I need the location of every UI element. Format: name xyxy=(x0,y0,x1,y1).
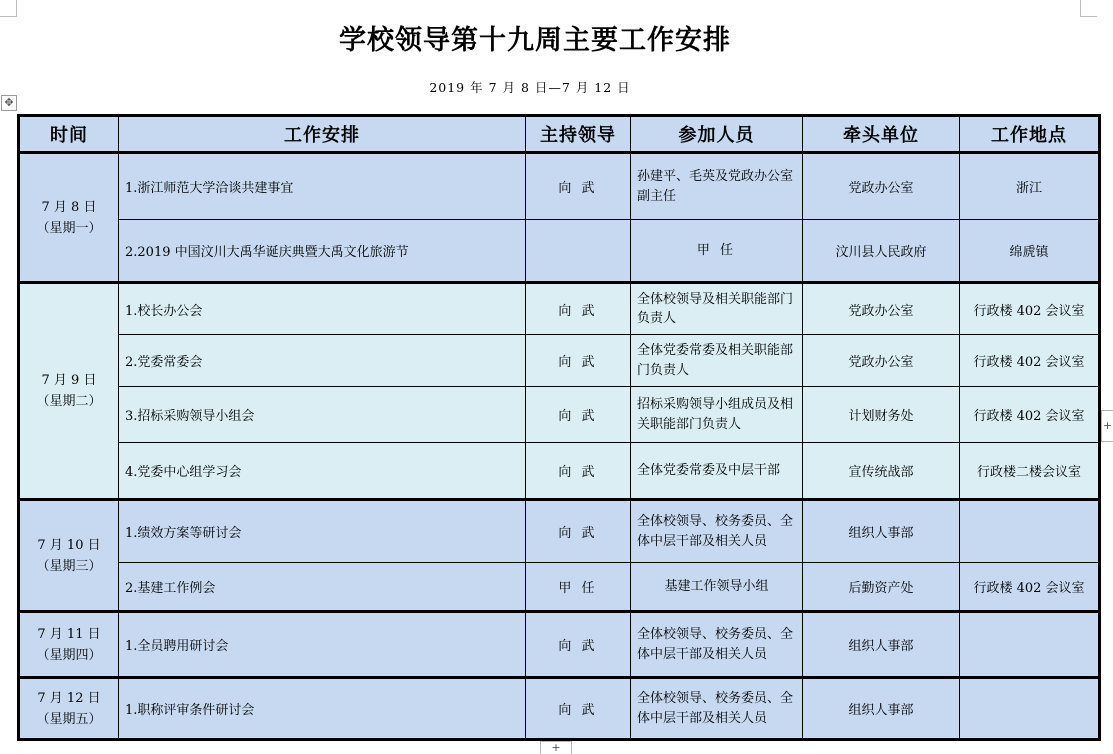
leader-cell: 向 武 xyxy=(526,387,631,443)
unit-cell: 计划财务处 xyxy=(803,387,960,443)
unit-cell: 组织人事部 xyxy=(803,612,960,678)
date-label: 7 月 11 日 xyxy=(37,626,101,642)
date-cell-friday xyxy=(19,678,119,740)
add-row-icon[interactable]: + xyxy=(540,741,572,754)
table-row xyxy=(19,335,1100,387)
leader-cell: 向 武 xyxy=(526,335,631,387)
unit-cell: 宣传统战部 xyxy=(803,443,960,500)
leader-cell: 向 武 xyxy=(526,678,631,740)
attendees-cell: 全体校领导及相关职能部门负责人 xyxy=(631,283,803,335)
header-time: 时间 xyxy=(19,116,119,153)
header-work-arrangement: 工作安排 xyxy=(119,116,526,153)
table-row xyxy=(19,153,1100,220)
weekday-label: （星期二） xyxy=(36,394,102,409)
task-cell: 3.招标采购领导小组会 xyxy=(119,387,526,443)
date-cell-tuesday xyxy=(19,283,119,500)
schedule-table xyxy=(17,114,1101,741)
attendees-cell: 孙建平、毛英及党政办公室副主任 xyxy=(631,153,803,220)
attendees-cell: 招标采购领导小组成员及相关职能部门负责人 xyxy=(631,387,803,443)
attendees-cell: 全体校领导、校务委员、全体中层干部及相关人员 xyxy=(631,612,803,678)
attendees-cell: 全体党委常委及相关职能部门负责人 xyxy=(631,335,803,387)
weekday-label: （星期四） xyxy=(36,647,102,663)
location-cell: 行政楼 402 会议室 xyxy=(960,563,1100,612)
page-corner-mark-left xyxy=(0,0,17,17)
location-cell: 浙江 xyxy=(960,153,1100,220)
task-cell: 1.职称评审条件研讨会 xyxy=(119,678,526,740)
table-row xyxy=(19,220,1100,283)
unit-cell: 党政办公室 xyxy=(803,283,960,335)
unit-cell: 汶川县人民政府 xyxy=(803,220,960,283)
table-row xyxy=(19,563,1100,612)
leader-cell: 向 武 xyxy=(526,443,631,500)
location-cell: 行政楼 402 会议室 xyxy=(960,387,1100,443)
date-cell-thursday xyxy=(19,612,119,678)
task-cell: 1.全员聘用研讨会 xyxy=(119,612,526,678)
leader-cell: 甲 任 xyxy=(526,563,631,612)
leader-cell: 向 武 xyxy=(526,153,631,220)
weekday-label: （星期三） xyxy=(36,558,102,574)
page-corner-mark-right xyxy=(1080,0,1097,17)
leader-cell: 向 武 xyxy=(526,283,631,335)
date-cell-wednesday xyxy=(19,500,119,612)
leader-cell: 向 武 xyxy=(526,612,631,678)
table-row xyxy=(19,387,1100,443)
date-label: 7 月 10 日 xyxy=(37,537,101,553)
task-cell: 2.2019 中国汶川大禹华诞庆典暨大禹文化旅游节 xyxy=(119,220,526,283)
attendees-cell: 全体校领导、校务委员、全体中层干部及相关人员 xyxy=(631,678,803,740)
leader-cell xyxy=(526,220,631,283)
leader-cell: 向 武 xyxy=(526,500,631,563)
location-cell xyxy=(960,678,1100,740)
date-range: 2019 年 7 月 8 日—7 月 12 日 xyxy=(429,80,631,95)
weekday-label: （星期一） xyxy=(36,220,102,236)
table-row xyxy=(19,500,1100,563)
attendees-cell: 基建工作领导小组 xyxy=(631,563,803,612)
header-attendees: 参加人员 xyxy=(631,116,803,153)
weekday-label: （星期五） xyxy=(36,711,102,727)
table-move-handle-icon[interactable]: ✥ xyxy=(1,95,17,111)
location-cell: 行政楼 402 会议室 xyxy=(960,335,1100,387)
location-cell: 行政楼 402 会议室 xyxy=(960,283,1100,335)
document-title: 学校领导第十九周主要工作安排 xyxy=(339,25,731,56)
date-label: 7 月 9 日 xyxy=(41,373,97,388)
attendees-cell: 全体校领导、校务委员、全体中层干部及相关人员 xyxy=(631,500,803,563)
task-cell: 4.党委中心组学习会 xyxy=(119,443,526,500)
attendees-cell: 全体党委常委及中层干部 xyxy=(631,443,803,500)
unit-cell: 党政办公室 xyxy=(803,335,960,387)
header-host-leader: 主持领导 xyxy=(526,116,631,153)
task-cell: 2.党委常委会 xyxy=(119,335,526,387)
task-cell: 1.校长办公会 xyxy=(119,283,526,335)
location-cell: 行政楼二楼会议室 xyxy=(960,443,1100,500)
table-row xyxy=(19,283,1100,335)
location-cell xyxy=(960,500,1100,563)
attendees-cell: 甲 任 xyxy=(631,220,803,283)
task-cell: 1.绩效方案等研讨会 xyxy=(119,500,526,563)
unit-cell: 组织人事部 xyxy=(803,678,960,740)
header-lead-unit: 牵头单位 xyxy=(803,116,960,153)
task-cell: 2.基建工作例会 xyxy=(119,563,526,612)
unit-cell: 组织人事部 xyxy=(803,500,960,563)
date-label: 7 月 8 日 xyxy=(41,199,97,215)
task-cell: 1.浙江师范大学洽谈共建事宜 xyxy=(119,153,526,220)
unit-cell: 后勤资产处 xyxy=(803,563,960,612)
add-column-icon[interactable]: + xyxy=(1101,410,1113,442)
table-row xyxy=(19,678,1100,740)
header-row xyxy=(19,116,1100,153)
table-row xyxy=(19,612,1100,678)
location-cell: 绵虒镇 xyxy=(960,220,1100,283)
table-row xyxy=(19,443,1100,500)
date-label: 7 月 12 日 xyxy=(37,690,101,706)
date-cell-monday xyxy=(19,153,119,283)
unit-cell: 党政办公室 xyxy=(803,153,960,220)
header-location: 工作地点 xyxy=(960,116,1100,153)
location-cell xyxy=(960,612,1100,678)
